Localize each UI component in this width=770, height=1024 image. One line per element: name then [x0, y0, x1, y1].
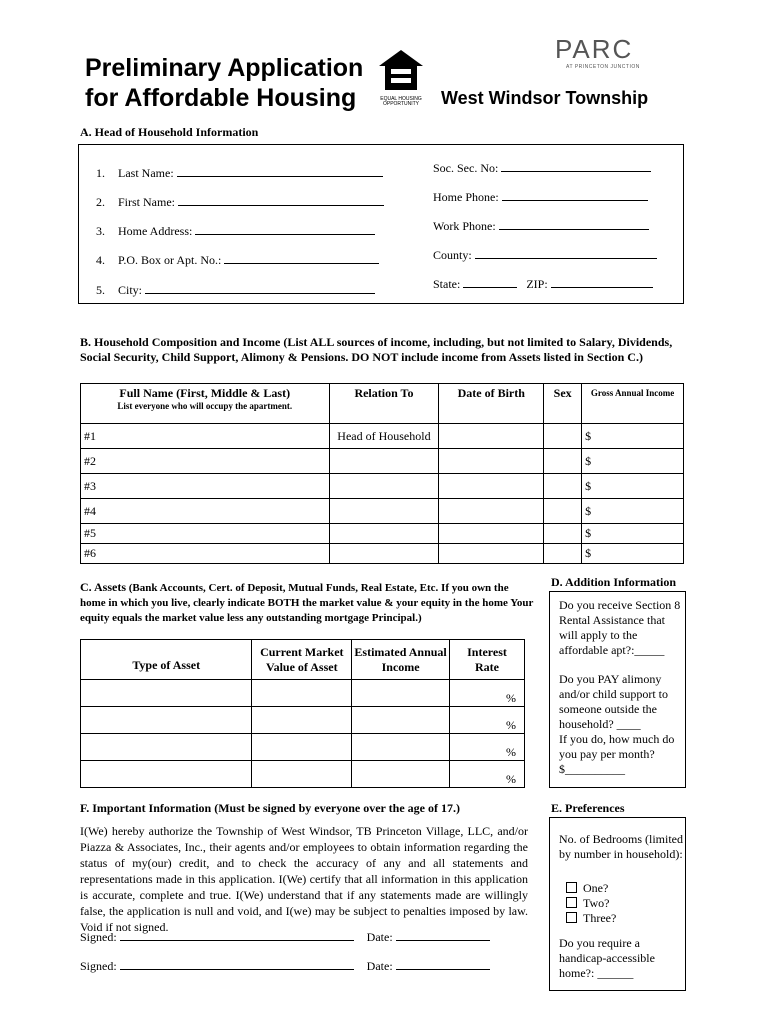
- table-row[interactable]: #2 $: [81, 449, 684, 474]
- alimony-amount-field[interactable]: $__________: [559, 762, 625, 776]
- section-b-heading: B. Household Composition and Income (List ALL sources of income, including, but not limited to Salary, Dividends, Social Security, Child Support, Alimony & Pensions. DO NOT include income from Assets listed in Section C.): [80, 335, 673, 364]
- field-work-phone[interactable]: Work Phone:: [433, 217, 649, 234]
- field-state-zip[interactable]: State: ZIP:: [433, 275, 653, 292]
- equal-housing-icon: [377, 48, 425, 92]
- checkbox[interactable]: [566, 882, 577, 893]
- table-row[interactable]: #4 $: [81, 499, 684, 524]
- zip-line[interactable]: [551, 275, 653, 288]
- parc-logo-sub: AT PRINCETON JUNCTION: [566, 64, 640, 70]
- table-row[interactable]: %: [81, 680, 525, 707]
- table-row[interactable]: #1 Head of Household $: [81, 424, 684, 449]
- date-line[interactable]: [396, 957, 490, 970]
- date-line[interactable]: [396, 928, 490, 941]
- table-row[interactable]: %: [81, 707, 525, 734]
- last-name-line[interactable]: [177, 164, 383, 177]
- col-annual-income: Estimated Annual Income: [352, 640, 450, 680]
- state-line[interactable]: [463, 275, 517, 288]
- option-three[interactable]: Three?: [566, 911, 616, 926]
- first-name-line[interactable]: [178, 193, 384, 206]
- signature-row-1[interactable]: Signed: Date:: [80, 928, 490, 945]
- option-one[interactable]: One?: [566, 881, 616, 896]
- equal-housing-logo: [377, 48, 425, 107]
- col-relation: Relation To: [329, 384, 439, 424]
- signature-line[interactable]: [120, 957, 354, 970]
- checkbox[interactable]: [566, 897, 577, 908]
- handicap-question[interactable]: Do you require a handicap-accessible home?: ______: [559, 936, 655, 980]
- signature-row-2[interactable]: Signed: Date:: [80, 957, 490, 974]
- assets-table: [80, 639, 525, 788]
- page-title: [85, 53, 363, 113]
- bedrooms-question: No. of Bedrooms (limited by number in household):: [559, 832, 683, 861]
- section-c-heading: C. Assets (Bank Accounts, Cert. of Deposit, Mutual Funds, Real Estate, Etc. If you own the home in which you live, clearly indicate BOTH the market value & your equity in the home Your equity equals the market value less any outstanding mortgage Principal.): [80, 580, 534, 624]
- township-name: West Windsor Township: [441, 88, 649, 108]
- signature-line[interactable]: [120, 928, 354, 941]
- table-row[interactable]: %: [81, 761, 525, 788]
- section-f-heading: F. Important Information (Must be signed by everyone over the age of 17.): [80, 801, 460, 815]
- col-full-name: Full Name (First, Middle & Last) List everyone who will occupy the apartment.: [81, 384, 330, 424]
- col-sex: Sex: [544, 384, 582, 424]
- authorization-paragraph: I(We) hereby authorize the Township of West Windsor, TB Princeton Village, LLC, and/or Piazza & Associates, Inc., their agents and/or employees to obtain information regarding the status of my(our) credit, and to check the accuracy of any and all statements and representations made in this application. I(We) certify that all information in this application is accurate, complete and true. I(We) understand that if any statements made are willingly false, the application is null and void, and I(we) may be subject to penalties imposed by law. Void if not signed.: [80, 824, 528, 934]
- checkbox[interactable]: [566, 912, 577, 923]
- section-e-heading: E. Preferences: [551, 801, 625, 815]
- col-interest-rate: Interest Rate: [450, 640, 525, 680]
- field-po-box[interactable]: 4. P.O. Box or Apt. No.:: [96, 251, 379, 268]
- city-line[interactable]: [145, 281, 375, 294]
- alimony-question[interactable]: Do you PAY alimony and/or child support to someone outside the household? ____: [559, 672, 668, 731]
- alimony-amount-question: If you do, how much do you pay per month?: [559, 732, 675, 761]
- po-box-line[interactable]: [224, 251, 379, 264]
- col-market-value: Current Market Value of Asset: [252, 640, 352, 680]
- option-two[interactable]: Two?: [566, 896, 616, 911]
- field-county[interactable]: County:: [433, 246, 657, 263]
- section-d-heading: D. Addition Information: [551, 575, 677, 589]
- eho-text: EQUAL HOUSING OPPORTUNITY: [380, 96, 422, 107]
- household-table: [80, 383, 684, 564]
- table-row[interactable]: #3 $: [81, 474, 684, 499]
- home-address-line[interactable]: [195, 222, 375, 235]
- field-home-phone[interactable]: Home Phone:: [433, 188, 648, 205]
- section-a-heading: A. Head of Household Information: [80, 125, 259, 139]
- bedroom-options: [566, 881, 616, 926]
- field-city[interactable]: 5. City:: [96, 281, 375, 298]
- title-line-1: Preliminary Application: [85, 54, 364, 82]
- table-row[interactable]: #5 $: [81, 524, 684, 544]
- field-ssn[interactable]: Soc. Sec. No:: [433, 159, 651, 176]
- col-asset-type: Type of Asset: [81, 640, 252, 680]
- col-dob: Date of Birth: [439, 384, 544, 424]
- field-home-address[interactable]: 3. Home Address:: [96, 222, 375, 239]
- table-row[interactable]: #6 $: [81, 544, 684, 564]
- section8-question[interactable]: Do you receive Section 8 Rental Assistance that will apply to the affordable apt?:_____: [559, 598, 681, 657]
- title-line-2: for Affordable Housing: [85, 84, 357, 112]
- field-last-name[interactable]: 1. Last Name:: [96, 164, 383, 181]
- table-row[interactable]: %: [81, 734, 525, 761]
- parc-logo: PARC: [555, 34, 634, 64]
- field-first-name[interactable]: 2. First Name:: [96, 193, 384, 210]
- col-income: Gross Annual Income: [582, 384, 684, 424]
